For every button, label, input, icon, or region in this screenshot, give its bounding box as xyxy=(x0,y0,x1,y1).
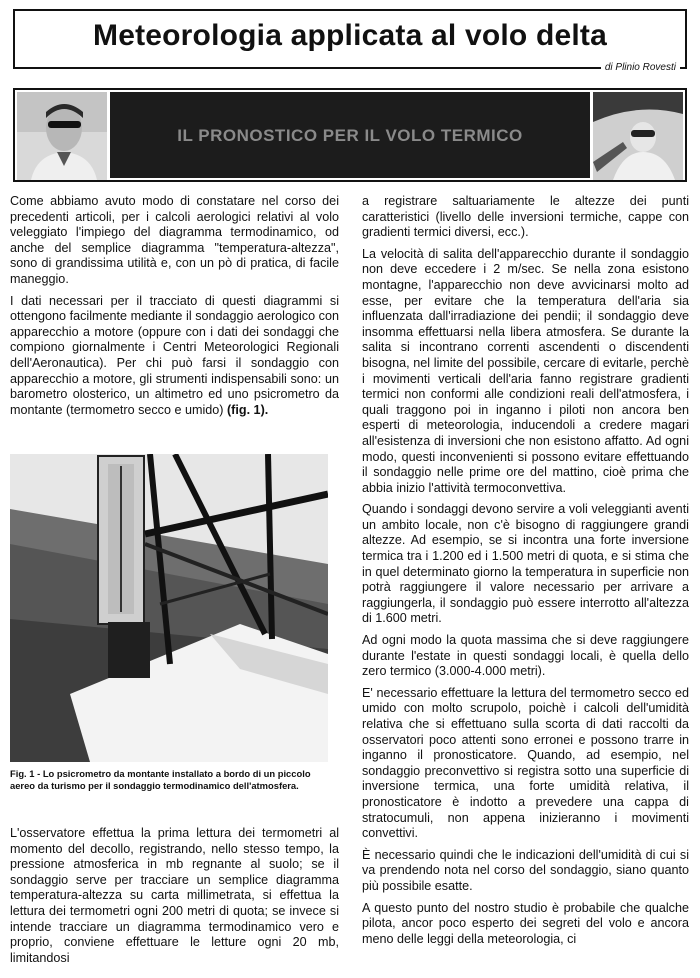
paragraph: Quando i sondaggi devono servire a voli veleggianti aventi un ambito locale, non c'è bisogno di raggiungere grandi altezze. Ad esempio, se si incontra una forte inversione termica tra i 1.200 ed i 1.500 metri di quota, e si stima che in quel determinato giorno la temperatura in superficie non potrà raggiungere il valore necessario per arrivare a raggiungerla, il sondaggio può essere interrotto all'altezza di 1.600 metri. xyxy=(362,502,689,626)
paragraph: È necessario quindi che le indicazioni dell'umidità di cui si va prendendo nota nel corso del sondaggio, siano quanto più possibile esatte. xyxy=(362,847,689,893)
paragraph: Ad ogni modo la quota massima che si deve raggiungere durante l'estate in questi sondaggi locali, è quella dello zero termico (3.000-4.000 metri). xyxy=(362,633,689,679)
paragraph-text: I dati necessari per il tracciato di questi diagrammi si ottengono facilmente mediante il sondaggio aerologico con apparecchio a motore (oppure con i dati dei sondaggi che compiono giornalmente i Centri Meteorologici Regionali dell'Aeronautica). Per chi può farsi il sondaggio con apparecchio a motore, gli strumenti indispensabili sono: un barometro olosterico, un altimetro ed uno psicrometro da montante (termometro secco e umido) xyxy=(10,293,339,417)
paragraph: a registrare saltuariamente le altezze dei punti caratteristici (livello delle inversioni termiche, cappe con gradienti termici diversi, ecc.). xyxy=(362,194,689,240)
title-box xyxy=(13,9,687,69)
column-left-top xyxy=(10,194,339,424)
paragraph xyxy=(10,294,339,419)
banner-strip xyxy=(110,92,590,178)
paragraph: E' necessario effettuare la lettura del termometro secco ed umido con molto scrupolo, poichè i calcoli dell'umidità relativa che si effettuano sulla scorta di dati raccolti da osservatori poco attenti sono erronei e possono trarre in inganno il pronosticatore. Quando, ad esempio, nel sondaggio preconvettivo si registra sotto una superficie di inversione termica, una forte umidità relativa, il pronosticatore è indotto a prevedere una cappa di stratocumuli, non appena inizieranno i movimenti convettivi. xyxy=(362,685,689,841)
figure-reference: (fig. 1). xyxy=(226,402,269,417)
section-heading: IL PRONOSTICO PER IL VOLO TERMICO xyxy=(177,126,523,145)
author-portrait-photo xyxy=(17,92,107,180)
article-title: Meteorologia applicata al volo delta xyxy=(93,19,607,52)
paragraph: Come abbiamo avuto modo di constatare nel corso dei precedenti articoli, per i calcoli aerologici relativi al volo veleggiato l'impiego del diagramma termodinamico, od anche del semplice diagramma "temperatura-altezza", sono di grandissima utilità e, con un pò di pratica, di facile maneggio. xyxy=(10,194,339,286)
figure-caption: Fig. 1 - Lo psicrometro da montante installato a bordo di un piccolo aereo da turismo per il sondaggio termodinamico dell'atmosfera. xyxy=(10,768,311,791)
column-right xyxy=(362,194,689,953)
column-left-bottom xyxy=(10,826,339,972)
psychrometer-photo xyxy=(10,454,328,762)
paragraph: La velocità di salita dell'apparecchio durante il sondaggio non deve eccedere i 2 m/sec. Se nella zona esistono montagne, l'apparecchio non deve avvicinarsi molto ad esse, per evitare che la temperatura dell'aria sia influenzata dall'irradiazione dei pendii; il sondaggio deve insomma effettuarsi nella libera atmosfera. Se durante la salita si incontrano correnti ascendenti o discendenti bisogna, nel limite del possibile, cercare di evitarle, perchè i movimenti verticali dell'aria fanno registrare gradienti termici non conformi alle condizioni reali dell'atmosfera, i quali traggono poi in inganno i piloti non ancora ben esperti di meteorologia, inducendoli a credere magari all'esistenza di inversioni che non esistono affatto. Ad ogni modo, questi inconvenienti si possono evitare effettuando il sondaggio nelle prime ore del mattino, cioè prima che abbia inizio l'attività termoconvettiva. xyxy=(362,246,689,495)
author-byline: di Plinio Rovesti xyxy=(601,62,680,73)
paragraph: A questo punto del nostro studio è probabile che qualche pilota, ancor poco esperto dei segreti del volo e ancora meno delle leggi della meteorologia, ci xyxy=(362,900,689,946)
paragraph: L'osservatore effettua la prima lettura dei termometri al momento del decollo, registrando, nello stesso tempo, la pressione atmosferica in mb regnante al suolo; se il sondaggio serve per tracciare un semplice diagramma temperatura-altezza su carta millimetrata, si effettua la lettura dei termometri ogni 200 metri di quota; se invece si intende tracciare un diagramma termodinamico vero e proprio, conviene effettuare le letture ogni 20 mb, limitandosi xyxy=(10,826,339,965)
pilot-photo xyxy=(593,92,683,180)
section-banner xyxy=(13,88,687,182)
